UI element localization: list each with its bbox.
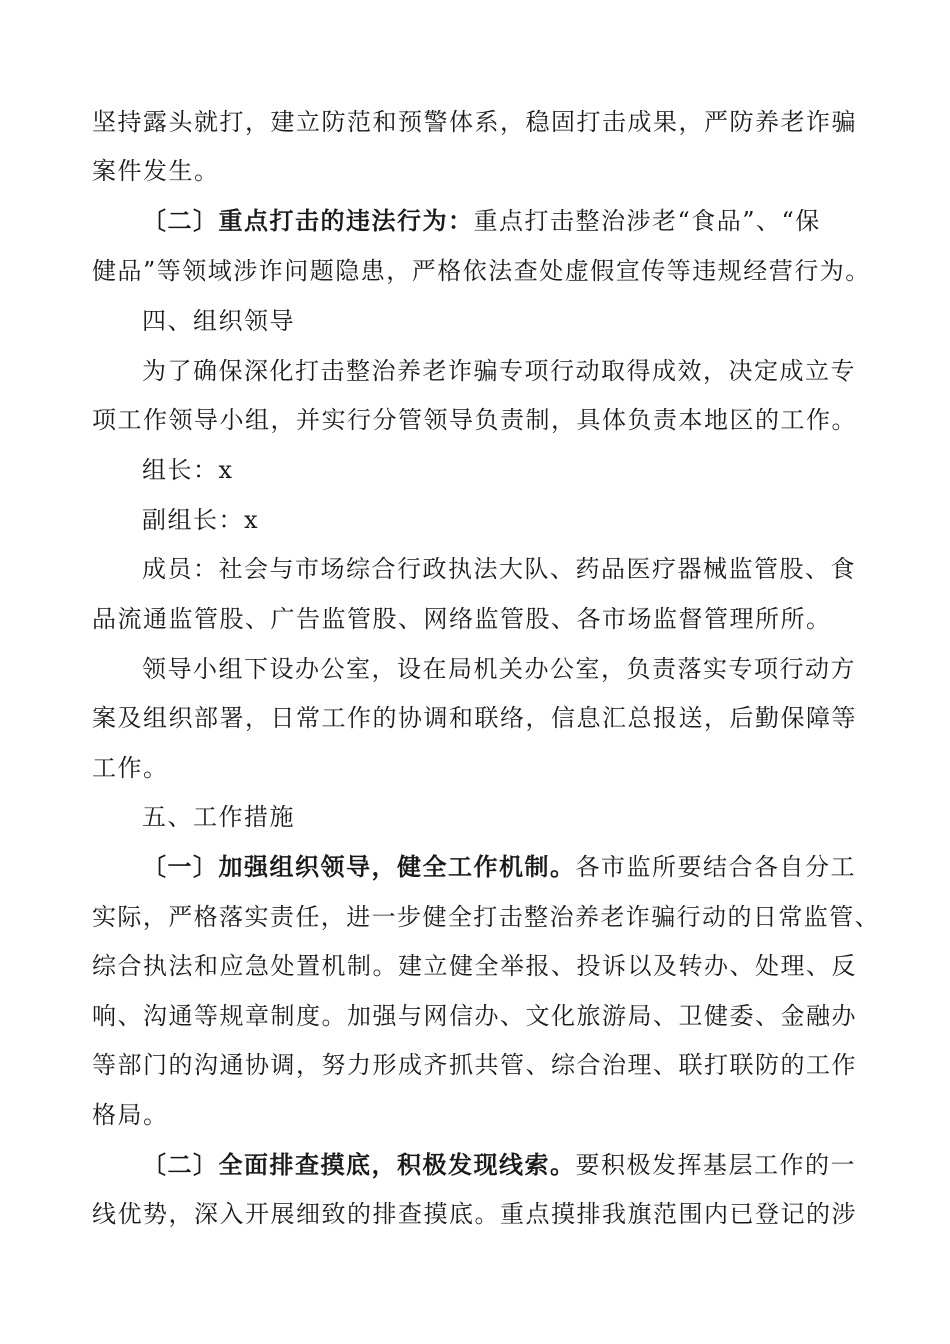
text-line — [92, 1194, 950, 1234]
section-heading-text: 四、组织领导 — [142, 307, 295, 335]
text-line — [142, 500, 950, 540]
subheading-line — [142, 1145, 950, 1185]
text-segment: 坚持露头就打，建立防范和预警体系，稳固打击成果，严防养老诈骗 — [92, 108, 857, 136]
text-segment: 组长：x — [142, 456, 234, 484]
text-segment: 实际，严格落实责任，进一步健全打击整治养老诈骗行动的日常监管、 — [92, 903, 880, 931]
text-line — [92, 996, 950, 1036]
text-segment: 品流通监管股、广告监管股、网络监管股、各市场监督管理所所。 — [92, 605, 832, 633]
text-line — [142, 351, 950, 391]
text-line — [92, 1095, 950, 1135]
text-segment: 等部门的沟通协调，努力形成齐抓共管、综合治理、联打联防的工作 — [92, 1051, 857, 1079]
text-line — [92, 1045, 950, 1085]
text-segment: 响、沟通等规章制度。加强与网信办、文化旅游局、卫健委、金融办 — [92, 1002, 857, 1030]
section-heading-text: 五、工作措施 — [142, 803, 295, 831]
text-line — [92, 748, 950, 788]
text-line — [142, 450, 950, 490]
text-segment: 成员：社会与市场综合行政执法大队、药品医疗器械监管股、食 — [142, 555, 856, 583]
text-segment: 健品”等领域涉诈问题隐患，严格依法查处虚假宣传等违规经营行为。 — [92, 257, 871, 285]
text-segment: 案及组织部署，日常工作的协调和联络，信息汇总报送，后勤保障等 — [92, 704, 857, 732]
text-line — [92, 599, 950, 639]
text-segment: 重点打击整治涉老“食品”、“保 — [473, 207, 821, 235]
subheading-bold: 〔二〕全面排查摸底，积极发现线索。 — [142, 1150, 576, 1179]
text-line — [92, 102, 950, 142]
subheading-bold: 〔二〕重点打击的违法行为： — [142, 206, 474, 235]
text-segment: 项工作领导小组，并实行分管领导负责制，具体负责本地区的工作。 — [92, 406, 857, 434]
text-segment: 要积极发挥基层工作的一 — [575, 1151, 856, 1179]
subheading-line — [142, 847, 950, 887]
text-line — [92, 400, 950, 440]
text-line — [92, 946, 950, 986]
text-segment: 格局。 — [92, 1101, 169, 1129]
section-heading — [142, 301, 950, 341]
text-line — [142, 649, 950, 689]
text-line — [92, 897, 950, 937]
text-segment: 综合执法和应急处置机制。建立健全举报、投诉以及转办、处理、反 — [92, 952, 857, 980]
text-segment: 副组长：x — [142, 506, 260, 534]
text-line — [92, 151, 950, 191]
text-line — [92, 698, 950, 738]
subheading-bold: 〔一〕加强组织领导，健全工作机制。 — [142, 852, 576, 881]
text-segment: 线优势，深入开展细致的排查摸底。重点摸排我旗范围内已登记的涉 — [92, 1200, 857, 1228]
text-segment: 为了确保深化打击整治养老诈骗专项行动取得成效，决定成立专 — [142, 357, 856, 385]
text-segment: 工作。 — [92, 754, 169, 782]
text-line — [92, 251, 950, 291]
text-segment: 各市监所要结合各自分工 — [575, 853, 856, 881]
text-line — [142, 549, 950, 589]
subheading-line — [142, 201, 950, 241]
section-heading — [142, 797, 950, 837]
text-segment: 领导小组下设办公室，设在局机关办公室，负责落实专项行动方 — [142, 655, 856, 683]
text-segment: 案件发生。 — [92, 157, 220, 185]
